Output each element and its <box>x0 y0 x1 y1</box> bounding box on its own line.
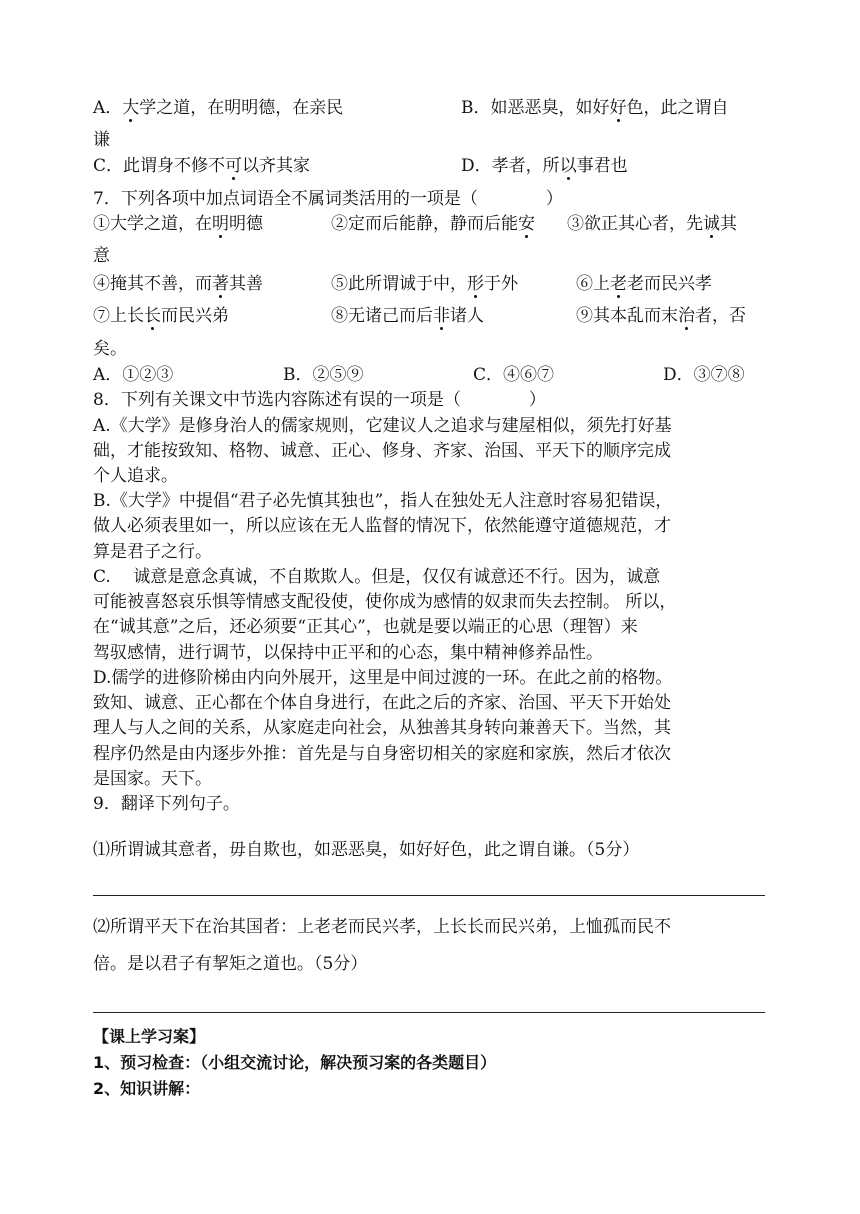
q6-row-cd <box>93 154 773 178</box>
q7-row-3 <box>93 304 773 328</box>
q8-option-c-line-4: 驾驭感情，进行调节，以保持中正平和的心态，集中精神修养品性。 <box>93 643 603 663</box>
classroom-item-1: 1、预习检查：（小组交流讨论，解决预习案的各类题目） <box>93 1053 497 1072</box>
emphasis-char: 安 <box>518 214 535 234</box>
q8-option-a-line-3: 个人追求。 <box>93 466 178 486</box>
q6-option-c: C．此谓身不修不可以齐其家 <box>93 156 311 176</box>
q9-stem: 9．翻译下列句子。 <box>93 794 240 814</box>
q9-sentence-1: ⑴所谓诚其意者，毋自欺也，如恶恶臭，如好好色，此之谓自谦。（5分） <box>93 840 640 860</box>
emphasis-char: 明 <box>212 214 229 234</box>
q8-option-b-line-1: B.《大学》中提倡“君子必先慎其独也”，指人在独处无人注意时容易犯错误， <box>93 491 673 511</box>
q7-answer-c: C．④⑥⑦ <box>473 365 555 385</box>
q8-option-b-line-2: 做人必须表里如一，所以应该在无人监督的情况下，依然能遵守道德规范，才 <box>93 516 671 536</box>
answer-line-1 <box>93 895 765 896</box>
q8-option-d-line-2: 致知、诚意、正心都在个体自身进行，在此之后的齐家、治国、平天下开始处 <box>93 693 671 713</box>
q7-item-4: ④掩其不善，而著其善 <box>93 274 263 294</box>
q8-option-c-line-3: 在“诚其意”之后，还必须要“正其心”，也就是要以端正的心思（理智）来 <box>93 617 638 637</box>
emphasis-char: 可 <box>225 156 243 176</box>
q7-item-6: ⑥上老老而民兴孝 <box>576 274 712 294</box>
q8-option-d-line-4: 程序仍然是由内逐步外推：首先是与自身密切相关的家庭和家族，然后才依次 <box>93 744 671 764</box>
emphasis-char: 非 <box>433 306 450 326</box>
answer-line-2 <box>93 1012 765 1013</box>
emphasis-char: 治 <box>678 306 695 326</box>
q7-item-3-continued: 意 <box>93 246 110 266</box>
q9-sentence-2-line-1: ⑵所谓平天下在治其国者：上老老而民兴孝，上长长而民兴弟，上恤孤而民不 <box>93 917 671 937</box>
q8-option-c-line-2: 可能被喜怒哀乐惧等情感支配役使，使你成为感情的奴隶而失去控制。 所以， <box>93 592 677 612</box>
emphasis-char: 大 <box>122 98 140 118</box>
q7-answer-d: D．③⑦⑧ <box>663 365 745 385</box>
q7-item-9-continued: 矣。 <box>93 339 127 359</box>
q6-option-a: A．大学之道，在明明德，在亲民 <box>93 98 344 118</box>
q7-item-1: ①大学之道，在明明德 <box>93 214 263 234</box>
q7-row-1 <box>93 212 773 236</box>
q7-item-7: ⑦上长长而民兴弟 <box>93 306 229 326</box>
emphasis-char: 好 <box>609 98 627 118</box>
q8-option-c-line-1: C. 诚意是意念真诚，不自欺欺人。但是，仅仅有诚意还不行。因为，诚意 <box>93 567 661 587</box>
emphasis-char: 长 <box>144 306 161 326</box>
q7-item-2: ②定而后能静，静而后能安 <box>331 214 535 234</box>
q8-option-a-line-2: 础，才能按致知、格物、诚意、正心、修身、齐家、治国、平天下的顺序完成 <box>93 441 671 461</box>
q7-answers <box>93 363 773 387</box>
q7-item-8: ⑧无诸己而后非诸人 <box>331 306 484 326</box>
q7-item-9: ⑨其本乱而末治者，否 <box>576 306 746 326</box>
q7-item-3: ③欲正其心者，先诚其 <box>567 214 737 234</box>
q6-row-ab <box>93 96 773 120</box>
classroom-item-2: 2、知识讲解： <box>93 1079 201 1098</box>
q8-option-b-line-3: 算是君子之行。 <box>93 542 212 562</box>
q7-stem: 7．下列各项中加点词语全不属词类活用的一项是（ ） <box>93 189 563 209</box>
q7-item-5: ⑤此所谓诚于中，形于外 <box>331 274 518 294</box>
emphasis-char: 形 <box>467 274 484 294</box>
q7-answer-a: A．①②③ <box>93 365 174 385</box>
emphasis-char: 诚 <box>703 214 720 234</box>
emphasis-char: 著 <box>212 274 229 294</box>
q7-row-2 <box>93 272 773 296</box>
classroom-heading: 【课上学习案】 <box>93 1027 206 1046</box>
q9-sentence-2-line-2: 倍。是以君子有挈矩之道也。（5分） <box>93 954 368 974</box>
emphasis-char: 老 <box>610 274 627 294</box>
q8-stem: 8．下列有关课文中节选内容陈述有误的一项是（ ） <box>93 390 546 410</box>
q8-option-d-line-5: 是国家。天下。 <box>93 769 212 789</box>
q7-answer-b: B．②⑤⑨ <box>283 365 364 385</box>
q6-option-d: D．孝者，所以事君也 <box>461 156 628 176</box>
q6-option-b: B．如恶恶臭，如好好色，此之谓自 <box>461 98 729 118</box>
q8-option-d-line-1: D.儒学的进修阶梯由内向外展开，这里是中间过渡的一环。在此之前的格物。 <box>93 668 673 688</box>
q8-option-a-line-1: A.《大学》是修身治人的儒家规则，它建议人之追求与建屋相似，须先打好基 <box>93 416 672 436</box>
emphasis-char: 以 <box>559 156 577 176</box>
q6-option-b-continued: 谦 <box>93 130 110 150</box>
q8-option-d-line-3: 理人与人之间的关系，从家庭走向社会，从独善其身转向兼善天下。当然，其 <box>93 718 671 738</box>
